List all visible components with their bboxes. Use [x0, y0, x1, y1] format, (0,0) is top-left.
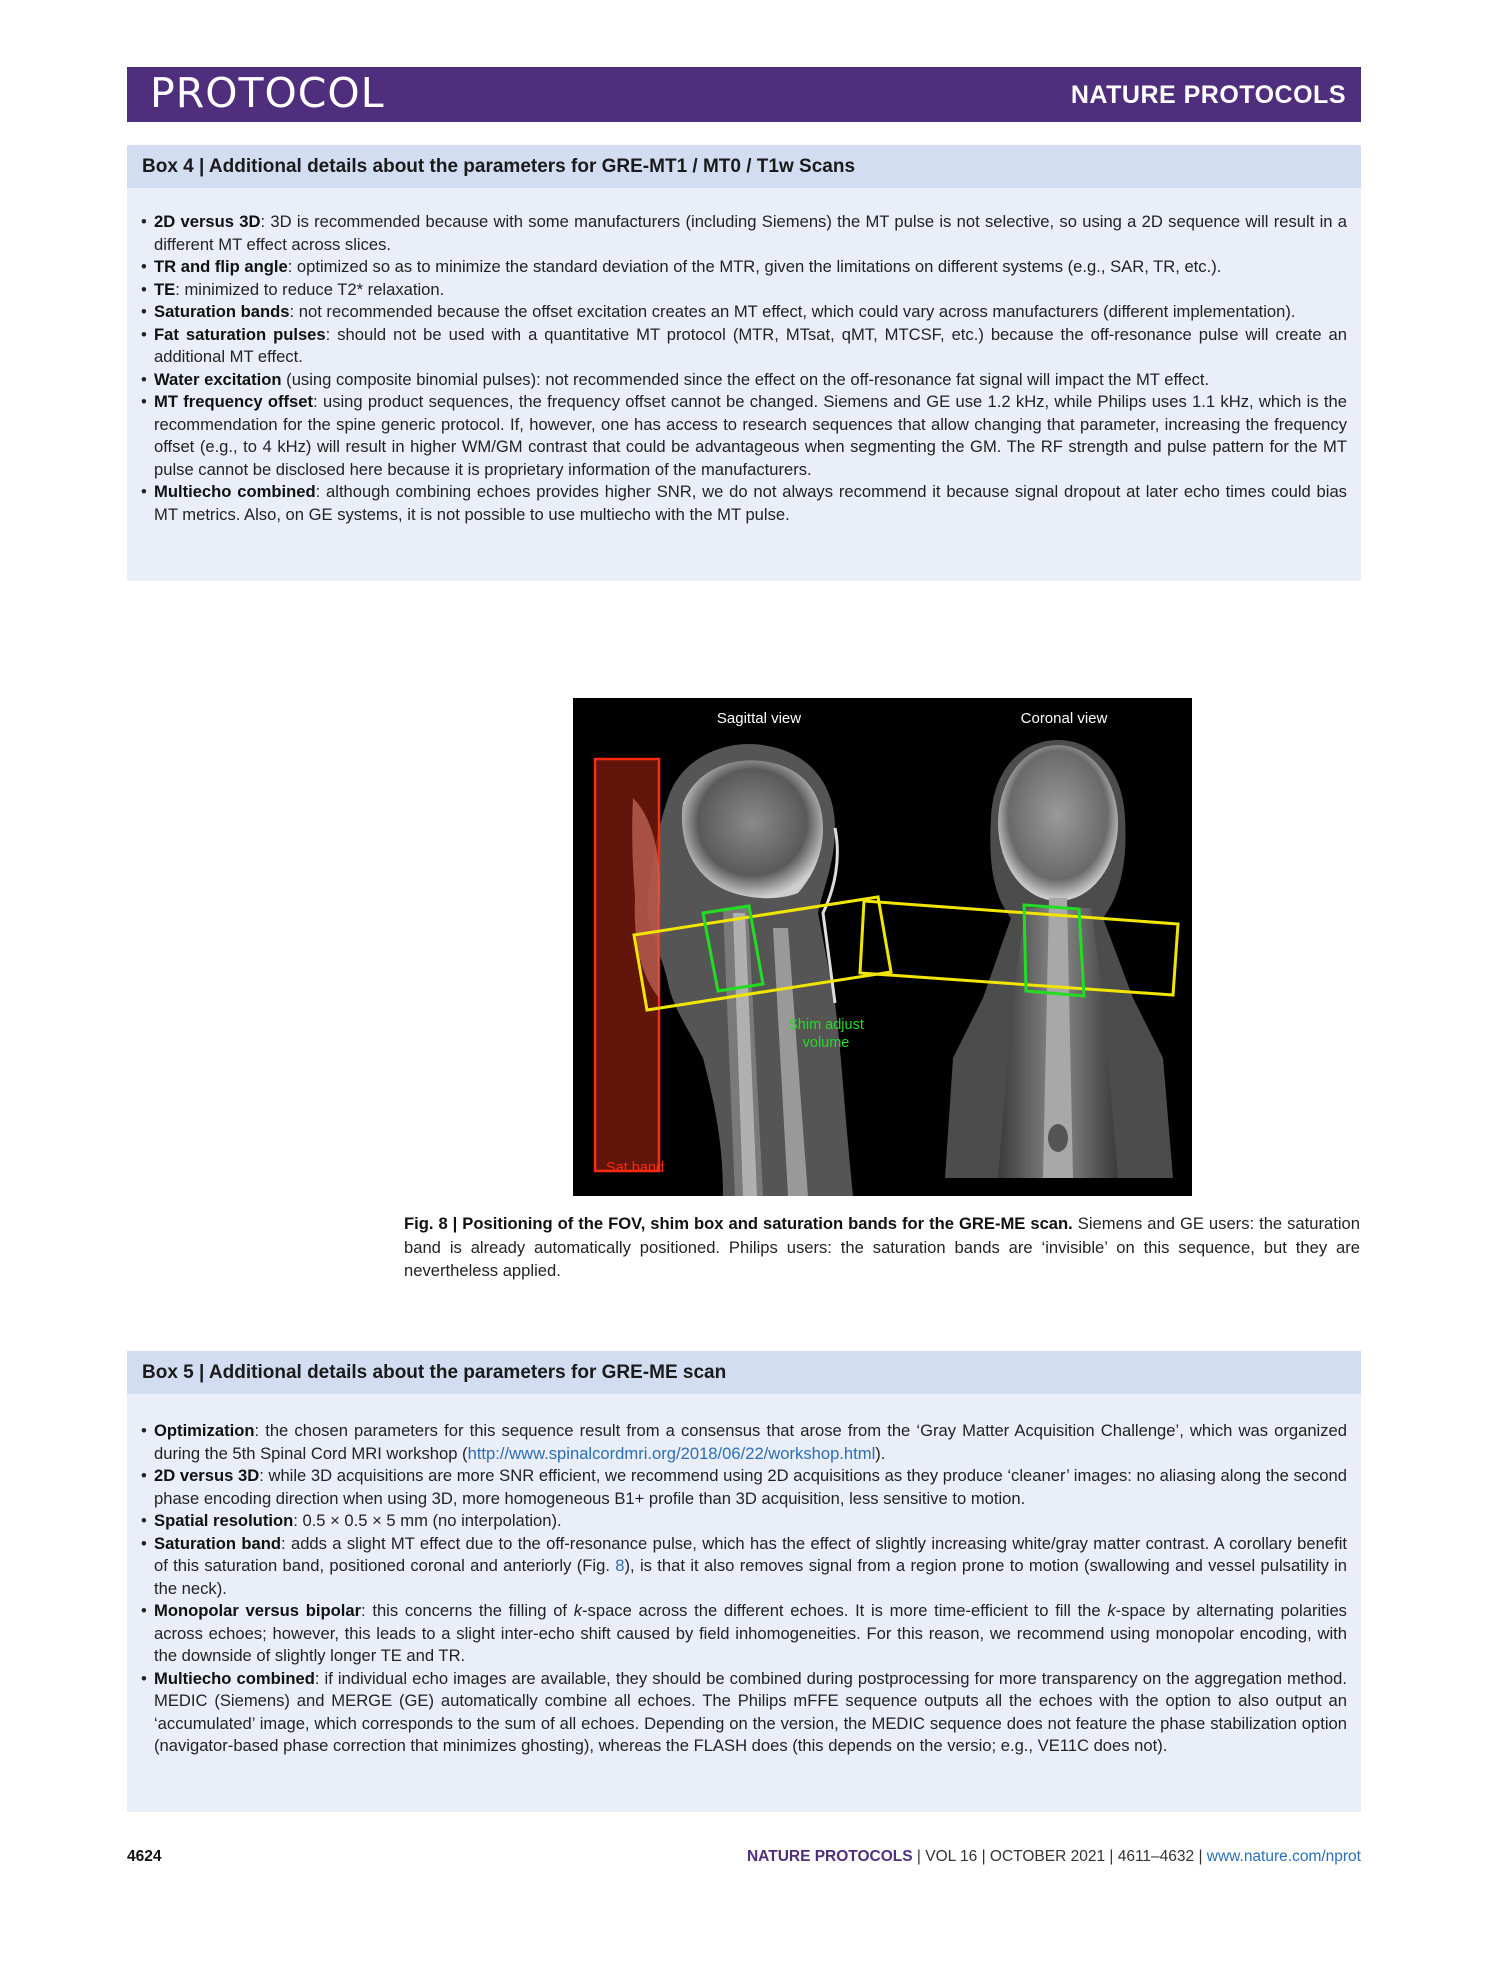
box-4-item: • Fat saturation pulses: should not be used with a quantitative MT protocol (MTR, MTsat, qMT, MTCSF, etc.) because the off-resonance pulse will create an additional MT effect.	[141, 324, 1347, 366]
box-4-item: • Water excitation (using composite binomial pulses): not recommended since the effect on the off-resonance fat signal will impact the MT effect.	[141, 369, 1210, 389]
caption-title: Fig. 8 | Positioning of the FOV, shim box and saturation bands for the GRE-ME scan.	[404, 1214, 1073, 1233]
workshop-link[interactable]: http://www.spinalcordmri.org/2018/06/22/workshop.html	[467, 1443, 876, 1463]
box-4-list	[127, 188, 1361, 526]
box-5	[127, 1351, 1361, 1812]
box-5-item-multiecho: • Multiecho combined: if individual echo images are available, they should be combined during postprocessing for more transparency on the aggregation method. MEDIC (Siemens) and MERGE (GE) automatically combine all echoes. The Philips mFFE sequence outputs all the echoes with the option to also output an ‘accumulated’ image, which corresponds to the sum of all echoes. Depending on the version, the MEDIC sequence does not feature the phase stabilization option (navigator-based phase correction that minimizes ghosting), whereas the FLASH does (this depends on the versio; e.g., VE11C does not).	[141, 1668, 1347, 1755]
box-5-item-optimization: • Optimization: the chosen parameters for this sequence result from a consensus that arose from the ‘Gray Matter Acquisition Challenge’, which was organized during the 5th Spinal Cord MRI workshop (http://www.spinalcordmri.org/2018/06/22/workshop.html).	[141, 1421, 1347, 1463]
mri-illustration	[573, 698, 1192, 1196]
box-4-title: Box 4 | Additional details about the parameters for GRE-MT1 / MT0 / T1w Scans	[127, 145, 1361, 188]
box-4-item: • TE: minimized to reduce T2* relaxation.	[141, 279, 445, 299]
page-number: 4624	[127, 1848, 162, 1865]
caption-text: Siemens and GE users: the saturation band is already automatically positioned. Philips users: the saturation bands are ‘invisible’ on this sequence, but they are nevertheless applied.	[404, 1214, 1361, 1280]
section-title: PROTOCOL	[150, 69, 385, 117]
box-4-item: • Multiecho combined: although combining echoes provides higher SNR, we do not always recommend it because signal dropout at later echo times could bias MT metrics. Also, on GE systems, it is not possible to use multiecho with the MT pulse.	[141, 482, 1347, 524]
box-5-item-saturation: • Saturation band: adds a slight MT effect due to the off-resonance pulse, which has the effect of slightly increasing white/gray matter contrast. A corollary benefit of this saturation band, positioned coronal and anteriorly (Fig. 8), is that it also removes signal from a region prone to motion (swallowing and vessel pulsatility in the neck).	[141, 1533, 1348, 1598]
fig-8-ref-link[interactable]: 8	[615, 1556, 625, 1575]
sat-band-label: Sat band	[606, 1160, 665, 1176]
box-5-item-monopolar: • Monopolar versus bipolar: this concerns the filling of k-space across the different echoes. It is more time-efficient to fill the k-space by alternating polarities across echoes; however, this leads to a slight inter-echo shift caused by field inhomogeneities. For this reason, we recommend using monopolar encoding, with the downside of slightly longer TE and TR.	[141, 1601, 1347, 1665]
footer-citation: NATURE PROTOCOLS | VOL 16 | OCTOBER 2021 | 4611–4632 | www.nature.com/nprot	[746, 1848, 1361, 1865]
box-5-list	[127, 1394, 1361, 1758]
shim-label-line-1: Shim adjust	[788, 1017, 864, 1033]
figure-8-caption	[404, 1212, 1360, 1283]
coronal-head	[945, 740, 1173, 1178]
box-4-item: • MT frequency offset: using product sequences, the frequency offset cannot be changed. Siemens and GE use 1.2 kHz, while Philips uses 1.1 kHz, which is the recommendation for the spine generic protocol. If, however, one has access to research sequences that allow changing that parameter, increasing the frequency offset (e.g., to 4 kHz) will result in higher WM/GM contrast that could be advantageous when segmenting the GM. The RF strength and pulse pattern for the MT pulse cannot be disclosed here because it is proprietary information of the manufacturers.	[141, 392, 1347, 479]
header-bar	[127, 67, 1361, 122]
journal-url-link[interactable]: www.nature.com/nprot	[1206, 1848, 1361, 1865]
box-4-item: • TR and flip angle: optimized so as to minimize the standard deviation of the MTR, given the limitations on different systems (e.g., SAR, TR, etc.).	[141, 257, 1222, 276]
coronal-view-label: Coronal view	[1020, 710, 1108, 727]
box-5-item-resolution: • Spatial resolution: 0.5 × 0.5 × 5 mm (no interpolation).	[141, 1511, 562, 1530]
shim-label-line-2: volume	[802, 1035, 850, 1051]
box-5-title: Box 5 | Additional details about the parameters for GRE-ME scan	[127, 1351, 1361, 1394]
box-4-item: • 2D versus 3D: 3D is recommended because with some manufacturers (including Siemens) the MT pulse is not selective, so using a 2D sequence will result in a different MT effect across slices.	[141, 212, 1348, 254]
box-4	[127, 145, 1361, 581]
box-4-item: • Saturation bands: not recommended because the offset excitation creates an MT effect, which could vary across manufacturers (different implementation).	[141, 302, 1296, 321]
sagittal-head	[647, 744, 853, 1196]
journal-name: NATURE PROTOCOLS	[1070, 81, 1346, 109]
sagittal-view-label: Sagittal view	[716, 710, 802, 727]
figure-8-image	[573, 698, 1192, 1196]
box-5-item-2d-3d: • 2D versus 3D: while 3D acquisitions are more SNR efficient, we recommend using 2D acquisitions as they produce ‘cleaner’ images: no aliasing along the second phase encoding direction when using 3D, more homogeneous B1+ profile than 3D acquisition, less sensitive to motion.	[141, 1466, 1347, 1508]
